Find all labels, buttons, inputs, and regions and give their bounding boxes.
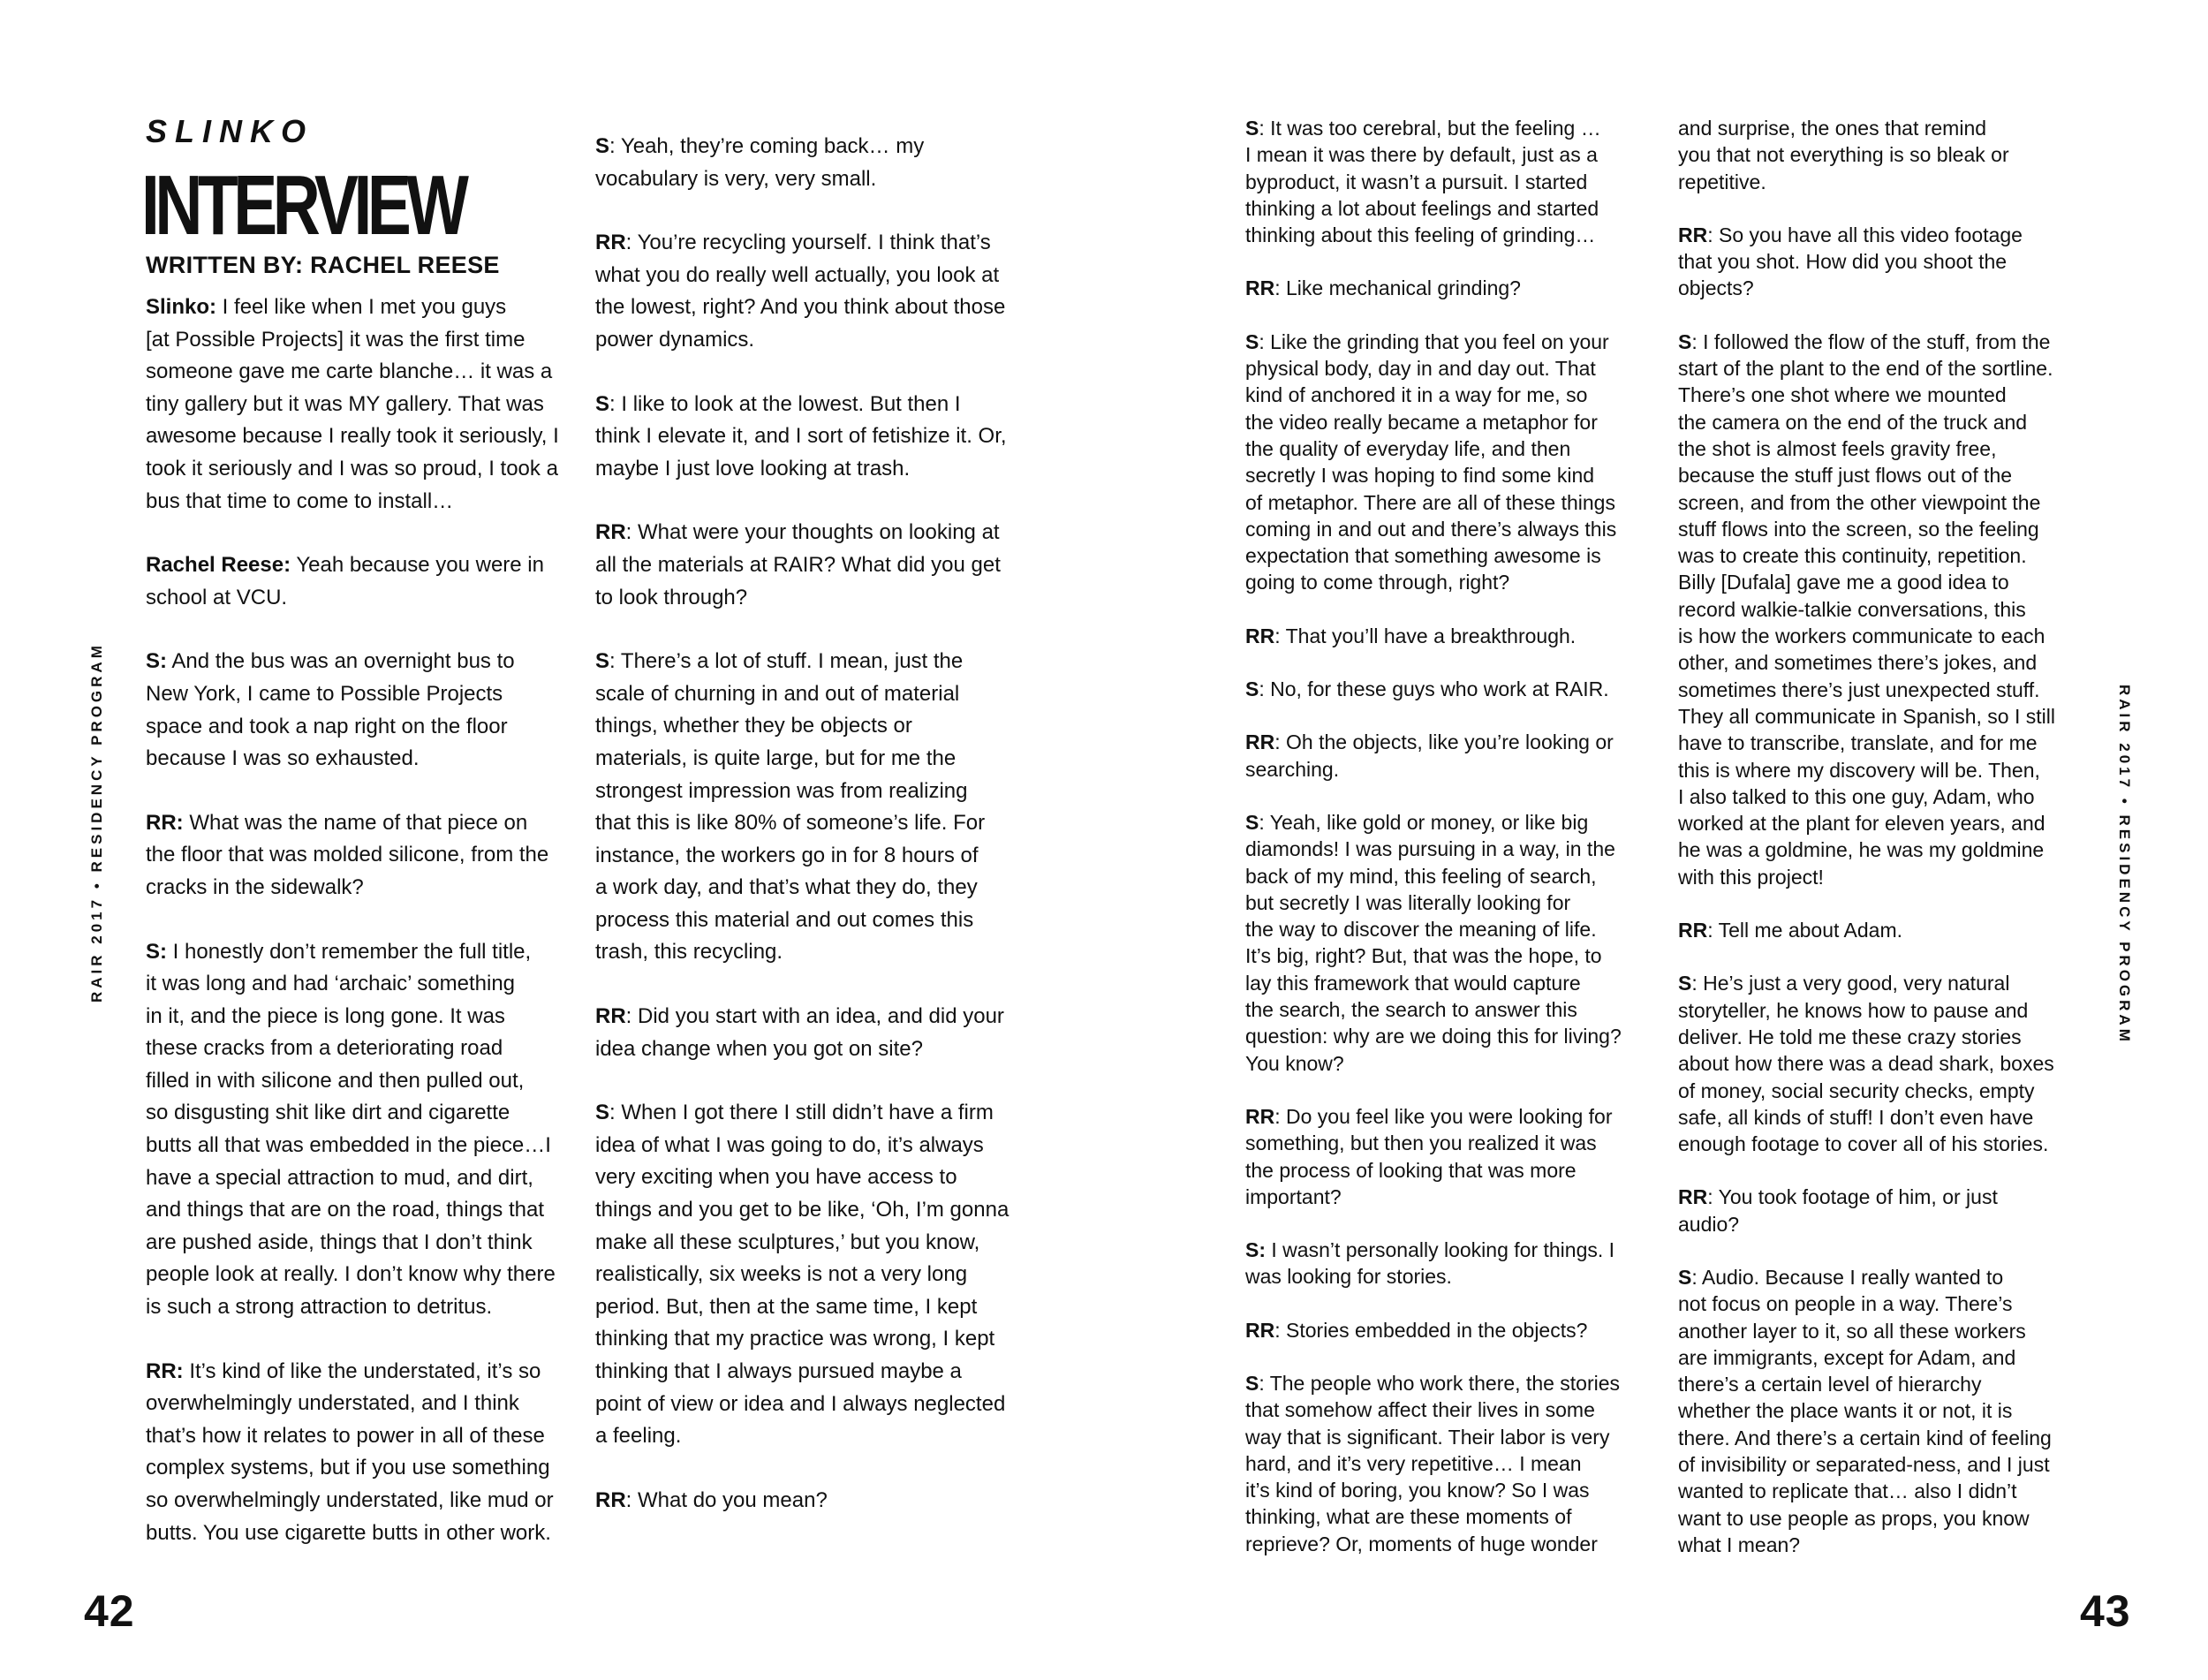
paragraph	[1245, 1103, 1652, 1210]
speaker-label: RR:	[146, 1358, 184, 1383]
paragraph	[595, 227, 1019, 356]
paragraph-text: : I like to look at the lowest. But then I think I elevate it, and I sort of fetishize it. Or, maybe I just love looking at trash.	[595, 391, 1007, 481]
paragraph-text: : What do you mean?	[625, 1487, 828, 1512]
speaker-label: S	[595, 649, 610, 674]
paragraph-text: : I followed the flow of the stuff, from the start of the plant to the end of the sortline. There’s one shot where we mounted the camera on the end of the truck and the shot is almost feels gravity free, because the stuff just flows out of the screen, and from the other viewpoint the stuff flows into the screen, so the feeling was to create this continuity, repetition. Billy [Dufala] gave me a good idea to record walkie-talkie conversations, this is how the workers communicate to each other, and sometimes there’s jokes, and sometimes there’s just unexpected stuff. They all communicate in Spanish, so I still have to transcribe, translate, and for me this is where my discovery will be. Then, I also talked to this one guy, Adam, who worked at the plant for eleven years, and he was a goldmine, he was my goldmine with this project!	[1678, 329, 2055, 889]
left-column-1	[146, 291, 570, 1581]
paragraph	[595, 1097, 1019, 1453]
paragraph-text: : So you have all this video footage that you shot. How did you shoot the objects?	[1678, 223, 2023, 300]
speaker-label: S	[595, 391, 610, 416]
paragraph	[1678, 1184, 2093, 1237]
page-number: 42	[84, 1586, 135, 1636]
paragraph	[1245, 115, 1652, 248]
paragraph	[146, 807, 570, 904]
paragraph	[146, 291, 570, 518]
artist-name: SLINKO	[146, 113, 314, 149]
speaker-label: RR:	[146, 810, 184, 835]
speaker-label: S	[1678, 329, 1692, 353]
speaker-label: S	[1245, 329, 1259, 353]
running-sidebar: RAIR 2017 • RESIDENCY PROGRAM	[88, 642, 105, 1003]
paragraph	[1245, 275, 1652, 301]
byline: WRITTEN BY: RACHEL REESE	[146, 252, 500, 278]
speaker-label: RR	[595, 1004, 626, 1029]
paragraph	[1245, 329, 1652, 596]
speaker-label: S	[1245, 810, 1259, 834]
paragraph	[146, 549, 570, 614]
paragraph	[1678, 329, 2093, 890]
paragraph	[146, 646, 570, 775]
paragraph	[595, 389, 1019, 486]
paragraph-text: : There’s a lot of stuff. I mean, just the scale of churning in and out of material things, whether they be objects or materials, is quite large, but for me the strongest impression was from realizing that this is like 80% of someone’s life. For instance, the workers go in for 8 hours of a work day, and that’s what they do, they process this material and out comes this trash, this recycling.	[595, 649, 986, 965]
paragraph-text: : Oh the objects, like you’re looking or searching.	[1245, 730, 1614, 781]
speaker-label: S:	[1245, 1238, 1266, 1262]
speaker-label: RR	[595, 1487, 626, 1512]
paragraph	[1245, 729, 1652, 783]
paragraph	[1245, 1317, 1652, 1343]
paragraph-text: : When I got there I still didn’t have a firm idea of what I was going to do, it’s always very exciting when you have access to things and you get to be like, ‘Oh, I’m gonna make all these sculptures,’ but you know, realistically, six weeks is not a very long period. But, then at the same time, I kept thinking that my practice was wrong, I kept thinking that I always pursued maybe a point of view or idea and I always neglected a feeling.	[595, 1101, 1009, 1449]
paragraph-text: I honestly don’t remember the full title, it was long and had ‘archaic’ something in it, and the piece is long gone. It was these cracks from a deteriorating road filled in with silicone and then pulled out, so disgusting shit like dirt and cigarette butts all that was embedded in the piece…I have a special attraction to mud, and dirt, and things that are on the road, things that are pushed aside, things that I don’t think people look at really. I don’t know why there is such a strong attraction to detritus.	[146, 939, 556, 1320]
paragraph-text: It’s kind of like the understated, it’s so overwhelmingly understated, and I think that’s how it relates to power in all of these complex systems, but if you use something so overwhelmingly understated, like mud or butts. You use cigarette butts in other work.	[146, 1358, 554, 1545]
paragraph	[1245, 1237, 1652, 1290]
speaker-label: S	[1678, 972, 1692, 995]
paragraph	[146, 936, 570, 1324]
paragraph	[595, 1485, 1019, 1517]
speaker-label: S	[1245, 677, 1259, 701]
right-column-1	[1245, 115, 1652, 1584]
paragraph-text: What was the name of that piece on the floor that was molded silicone, from the cracks in the sidewalk?	[146, 810, 549, 899]
paragraph-text: : That you’ll have a breakthrough.	[1274, 624, 1577, 647]
paragraph-text: : Like mechanical grinding?	[1274, 276, 1521, 300]
paragraph-text: : Yeah, like gold or money, or like big diamonds! I was pursuing in a way, in the back of my mind, this feeling of search, but secretly I was literally looking for the way to discover the meaning of life. It’s big, right? But, that was the hope, to lay this framework that would capture the search, the search to answer this question: why are we doing this for living? You know?	[1245, 810, 1622, 1075]
paragraph	[595, 131, 1019, 195]
speaker-label: S	[1245, 117, 1259, 140]
paragraph	[595, 646, 1019, 969]
headline: INTERVIEW	[141, 158, 465, 253]
speaker-label: S:	[146, 649, 167, 674]
paragraph-text: : He’s just a very good, very natural storyteller, he knows how to pause and deliver. He told me these crazy stories about how there was a dead shark, boxes of money, social security checks, empty safe, all kinds of stuff! I don’t even have enough footage to cover all of his stories.	[1678, 972, 2054, 1156]
paragraph-text: I wasn’t personally looking for things. I was looking for stories.	[1245, 1238, 1615, 1289]
paragraph-text: : Did you start with an idea, and did your idea change when you got on site?	[595, 1004, 1004, 1061]
paragraph-text: : Like the grinding that you feel on your physical body, day in and day out. That kind of anchored it in a way for me, so the video really became a metaphor for the quality of everyday life, and then secretly I was hoping to find some kind of metaphor. There are all of these things coming in and out and there’s always this expectation that something awesome is going to come through, right?	[1245, 329, 1617, 594]
speaker-label: S:	[146, 939, 167, 964]
speaker-label: S	[595, 1101, 610, 1125]
speaker-label: RR	[595, 520, 626, 545]
paragraph-text: I feel like when I met you guys [at Possible Projects] it was the first time someone gave me carte blanche… it was a tiny gallery but it was MY gallery. That was awesome because I really took it seriously, I took it seriously and I was so proud, I took a bus that time to come to install…	[146, 295, 559, 513]
paragraph-text: : It was too cerebral, but the feeling … I mean it was there by default, just as a byproduct, it wasn’t a pursuit. I started thinking a lot about feelings and started thinking about this feeling of grinding…	[1245, 117, 1601, 247]
paragraph-text: Yeah because you were in school at VCU.	[146, 553, 544, 609]
paragraph-text: : No, for these guys who work at RAIR.	[1259, 677, 1609, 701]
paragraph	[1678, 222, 2093, 302]
paragraph-text: : The people who work there, the stories that somehow affect their lives in some way that is significant. Their labor is very hard, and it’s very repetitive… I mean it’s kind of boring, you know? So I was thinking, what are these moments of reprieve? Or, moments of huge wonder	[1245, 1371, 1621, 1555]
paragraph	[595, 1001, 1019, 1065]
speaker-label: RR	[1678, 1185, 1708, 1209]
paragraph	[1678, 917, 2093, 943]
paragraph	[1245, 809, 1652, 1077]
paragraph-text: and surprise, the ones that remind you that not everything is so bleak or repetitive.	[1678, 117, 2009, 193]
paragraph	[1678, 970, 2093, 1157]
speaker-label: RR	[1245, 730, 1275, 754]
paragraph	[595, 517, 1019, 614]
paragraph	[1678, 115, 2093, 195]
speaker-label: RR	[1245, 1318, 1275, 1342]
speaker-label: S	[1678, 1265, 1692, 1289]
paragraph-text: : You’re recycling yourself. I think that’s what you do really well actually, you look at the lowest, right? And you think about those power dynamics.	[595, 231, 1006, 352]
speaker-label: Slinko:	[146, 295, 217, 319]
paragraph-text: : Yeah, they’re coming back… my vocabulary is very, very small.	[595, 134, 925, 191]
speaker-label: RR	[1245, 1104, 1275, 1128]
speaker-label: RR	[1678, 223, 1708, 246]
right-column-2	[1678, 115, 2093, 1585]
speaker-label: RR	[595, 231, 626, 255]
paragraph-text: And the bus was an overnight bus to New York, I came to Possible Projects space and took a nap right on the floor because I was so exhausted.	[146, 649, 515, 771]
left-column-2	[595, 131, 1019, 1548]
speaker-label: RR	[1245, 276, 1275, 300]
paragraph	[1678, 1264, 2093, 1558]
speaker-label: Rachel Reese:	[146, 553, 291, 578]
paragraph-text: : Audio. Because I really wanted to not focus on people in a way. There’s another layer to it, so all these workers are immigrants, except for Adam, and there’s a certain level of hierarchy whether the place wants it or not, it is there. And there’s a certain kind of feeling of invisibility or separated-ness, and I just wanted to replicate that… also I didn’t want to use people as props, you know what I mean?	[1678, 1265, 2052, 1556]
running-sidebar: RAIR 2017 • RESIDENCY PROGRAM	[2116, 685, 2133, 1045]
speaker-label: RR	[1245, 624, 1275, 647]
paragraph-text: : Do you feel like you were looking for something, but then you realized it was the process of looking that was more important?	[1245, 1104, 1613, 1208]
paragraph-text: : Stories embedded in the objects?	[1274, 1318, 1588, 1342]
speaker-label: RR	[1678, 919, 1708, 942]
paragraph	[1245, 623, 1652, 649]
paragraph-text: : You took footage of him, or just audio?	[1678, 1185, 1998, 1236]
paragraph	[146, 1356, 570, 1550]
paragraph	[1245, 676, 1652, 702]
speaker-label: S	[1245, 1371, 1259, 1395]
paragraph-text: : What were your thoughts on looking at all the materials at RAIR? What did you get to look through?	[595, 520, 1001, 609]
speaker-label: S	[595, 134, 610, 158]
page-number: 43	[2080, 1586, 2131, 1636]
paragraph-text: : Tell me about Adam.	[1707, 919, 1902, 942]
paragraph	[1245, 1370, 1652, 1557]
